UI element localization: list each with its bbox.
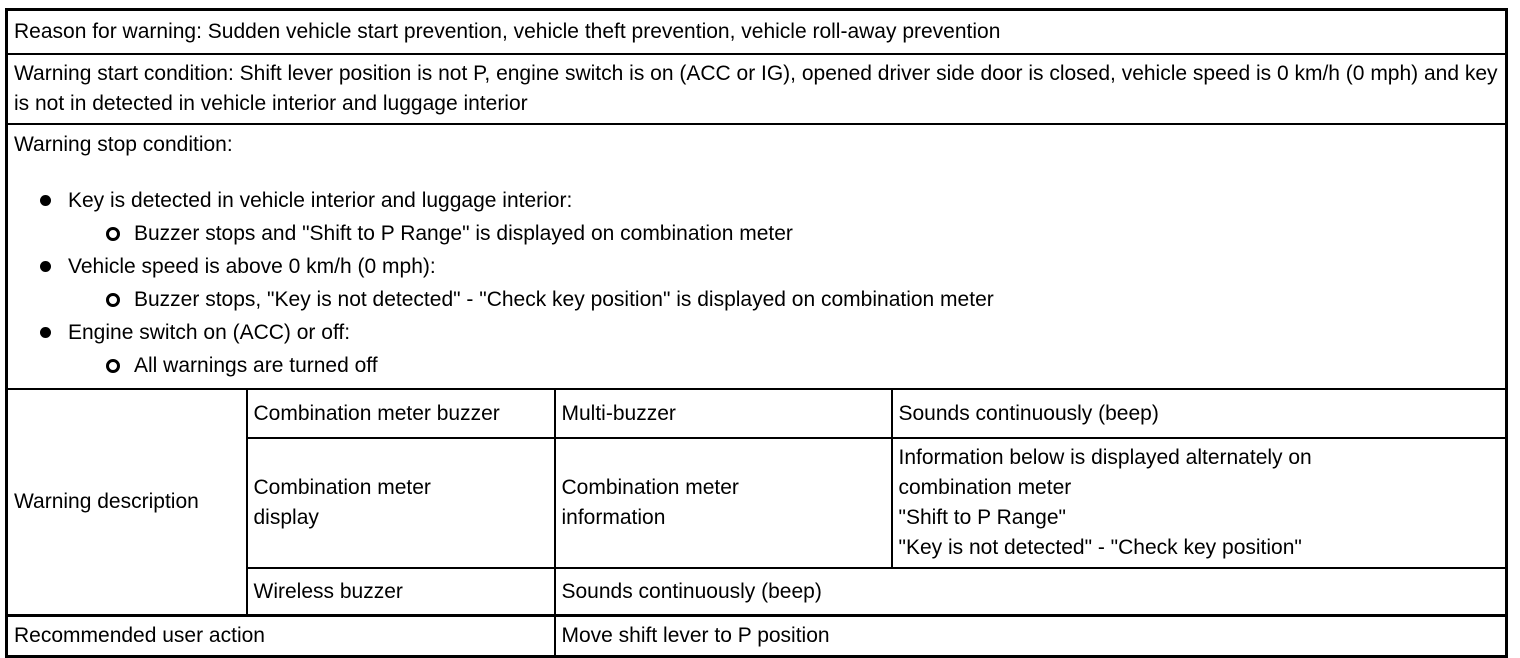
- list-subitem-text: All warnings are turned off: [134, 353, 378, 377]
- warning-spec-table: [5, 8, 1508, 658]
- behavior-line: "Shift to P Range": [898, 506, 1066, 529]
- start-condition-row: [7, 54, 1507, 124]
- device-cell: Combination meter buzzer: [247, 389, 555, 438]
- list-item: [14, 184, 1499, 217]
- warning-description-label-cell: Warning description: [7, 389, 247, 616]
- component-line: information: [561, 506, 666, 529]
- filled-bullet-icon: [40, 327, 51, 338]
- reason-for-warning-cell: Reason for warning: Sudden vehicle start prevention, vehicle theft prevention, vehicle roll-away prevention: [7, 10, 1507, 55]
- behavior-line: Information below is displayed alternately on: [898, 446, 1312, 469]
- stop-condition-title: Warning stop condition:: [14, 133, 233, 156]
- warning-stop-condition-cell: [7, 124, 1507, 389]
- filled-bullet-icon: [40, 261, 51, 272]
- list-item: [14, 250, 1499, 283]
- reason-row: [7, 10, 1507, 55]
- component-cell: [555, 438, 892, 568]
- behavior-cell: Sounds continuously (beep): [892, 389, 1507, 438]
- warning-spec-document: [5, 8, 1505, 658]
- component-line: Combination meter: [561, 476, 739, 499]
- description-row-buzzer: [7, 389, 1507, 438]
- list-subitem: [14, 283, 1499, 316]
- device-line: display: [253, 506, 319, 529]
- filled-bullet-icon: [40, 195, 51, 206]
- circle-bullet-icon: [106, 227, 120, 241]
- list-item-text: Engine switch on (ACC) or off:: [68, 320, 351, 344]
- list-subitem: [14, 349, 1499, 382]
- behavior-cell: Sounds continuously (beep): [555, 568, 1507, 616]
- circle-bullet-icon: [106, 293, 120, 307]
- list-item-text: Vehicle speed is above 0 km/h (0 mph):: [68, 254, 436, 278]
- device-cell: Wireless buzzer: [247, 568, 555, 616]
- warning-start-condition-cell: Warning start condition: Shift lever position is not P, engine switch is on (ACC or IG), opened driver side door is closed, vehicle speed is 0 km/h (0 mph) and key is not in detected in vehicle interior and luggage interior: [7, 54, 1507, 124]
- list-subitem: [14, 217, 1499, 250]
- behavior-line: "Key is not detected" - "Check key position": [898, 536, 1302, 559]
- list-item: [14, 316, 1499, 349]
- behavior-cell: [892, 438, 1507, 568]
- recommended-action-row: [7, 616, 1507, 657]
- component-cell: Multi-buzzer: [555, 389, 892, 438]
- recommended-action-label-cell: Recommended user action: [7, 616, 555, 657]
- device-cell: [247, 438, 555, 568]
- list-subitem-text: Buzzer stops and "Shift to P Range" is displayed on combination meter: [134, 221, 793, 245]
- list-item-text: Key is detected in vehicle interior and luggage interior:: [68, 188, 573, 212]
- stop-condition-list: [14, 184, 1499, 382]
- device-line: Combination meter: [253, 476, 431, 499]
- circle-bullet-icon: [106, 359, 120, 373]
- recommended-action-value-cell: Move shift lever to P position: [555, 616, 1507, 657]
- stop-condition-row: [7, 124, 1507, 389]
- behavior-line: combination meter: [898, 476, 1072, 499]
- list-subitem-text: Buzzer stops, "Key is not detected" - "Check key position" is displayed on combination meter: [134, 287, 994, 311]
